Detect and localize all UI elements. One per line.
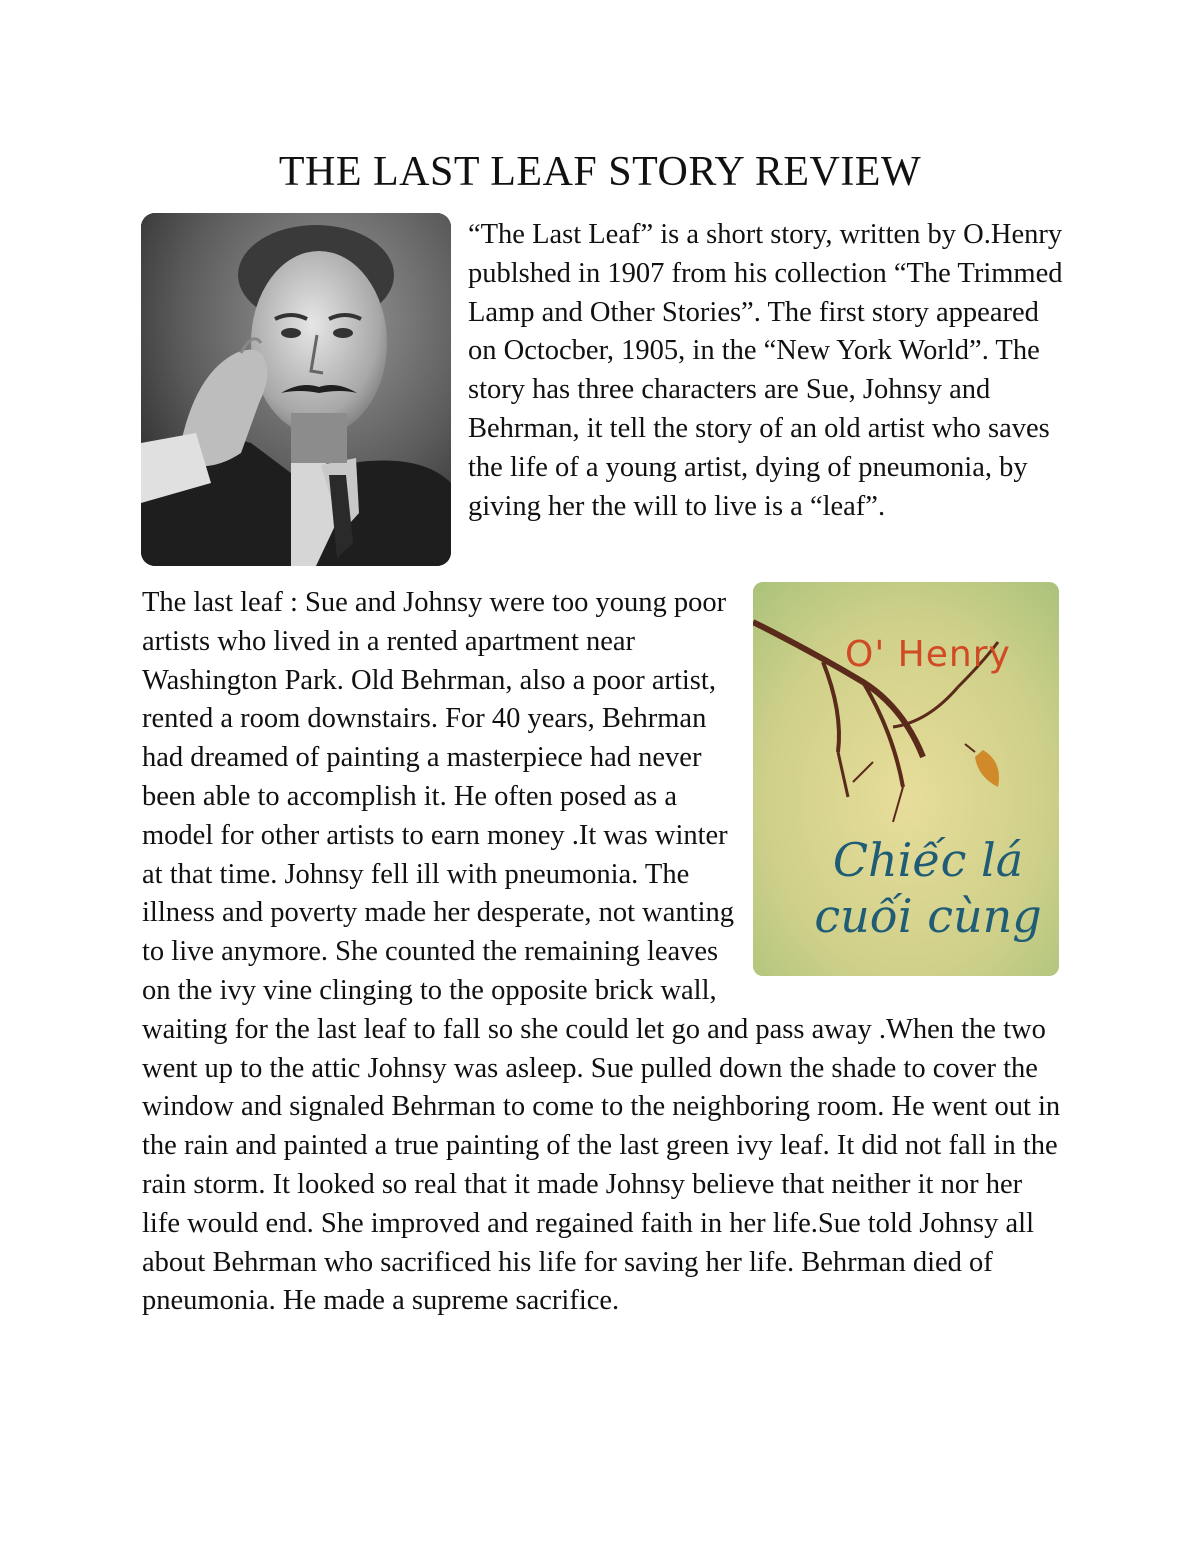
intro-text: “The Last Leaf” is a short story, written by O.Henry publshed in 1907 from his collection “The Trimmed Lamp and Other Stories”. The first story appeared on Octocber, 1905, in the “New York World”. The story has three characters are Sue, Johnsy and Behrman, it tell the story of an old artist who saves the life of a young artist, dying of pneumonia, by giving her the will to live is a “leaf”. xyxy=(468,219,1063,522)
summary-text: The last leaf : Sue and Johnsy were too young poor artists who lived in a rented apartment near Washington Park. Old Behrman, also a poor artist, rented a room downstairs. For 40 years, Behrman had dreamed of painting a masterpiece had never been able to accomplish it. He often posed as a model for other artists to earn money .It was winter at that time. Johnsy fell ill with pneumonia. The illness and poverty made her desperate, not wanting to live anymore. She counted the remaining leaves on the ivy vine clinging to the opposite brick wall, waiting for the last leaf to fall so she could let go and pass away .When the two went up to the attic Johnsy was asleep. Sue pulled down the shade to cover the window and signaled Behrman to come to the neighboring room. He went out in the rain and painted a true painting of the last green ivy leaf. It did not fall in the rain storm. It looked so real that it made Johnsy believe that neither it nor her life would end. She improved and regained faith in her life.Sue told Johnsy all about Behrman who sacrificed his life for saving her life. Behrman died of pneumonia. He made a supreme sacrifice. xyxy=(142,587,1061,1317)
cover-title-line1: Chiếc lá xyxy=(832,833,1024,887)
intro-paragraph xyxy=(468,216,1068,526)
book-cover xyxy=(753,582,1059,976)
cover-title xyxy=(813,832,1043,944)
cover-title-line2: cuối cùng xyxy=(814,889,1042,943)
author-portrait xyxy=(141,213,451,566)
page-title: THE LAST LEAF STORY REVIEW xyxy=(278,149,922,195)
cover-author: O' Henry xyxy=(845,634,1011,675)
portrait-photo-icon xyxy=(141,213,451,566)
